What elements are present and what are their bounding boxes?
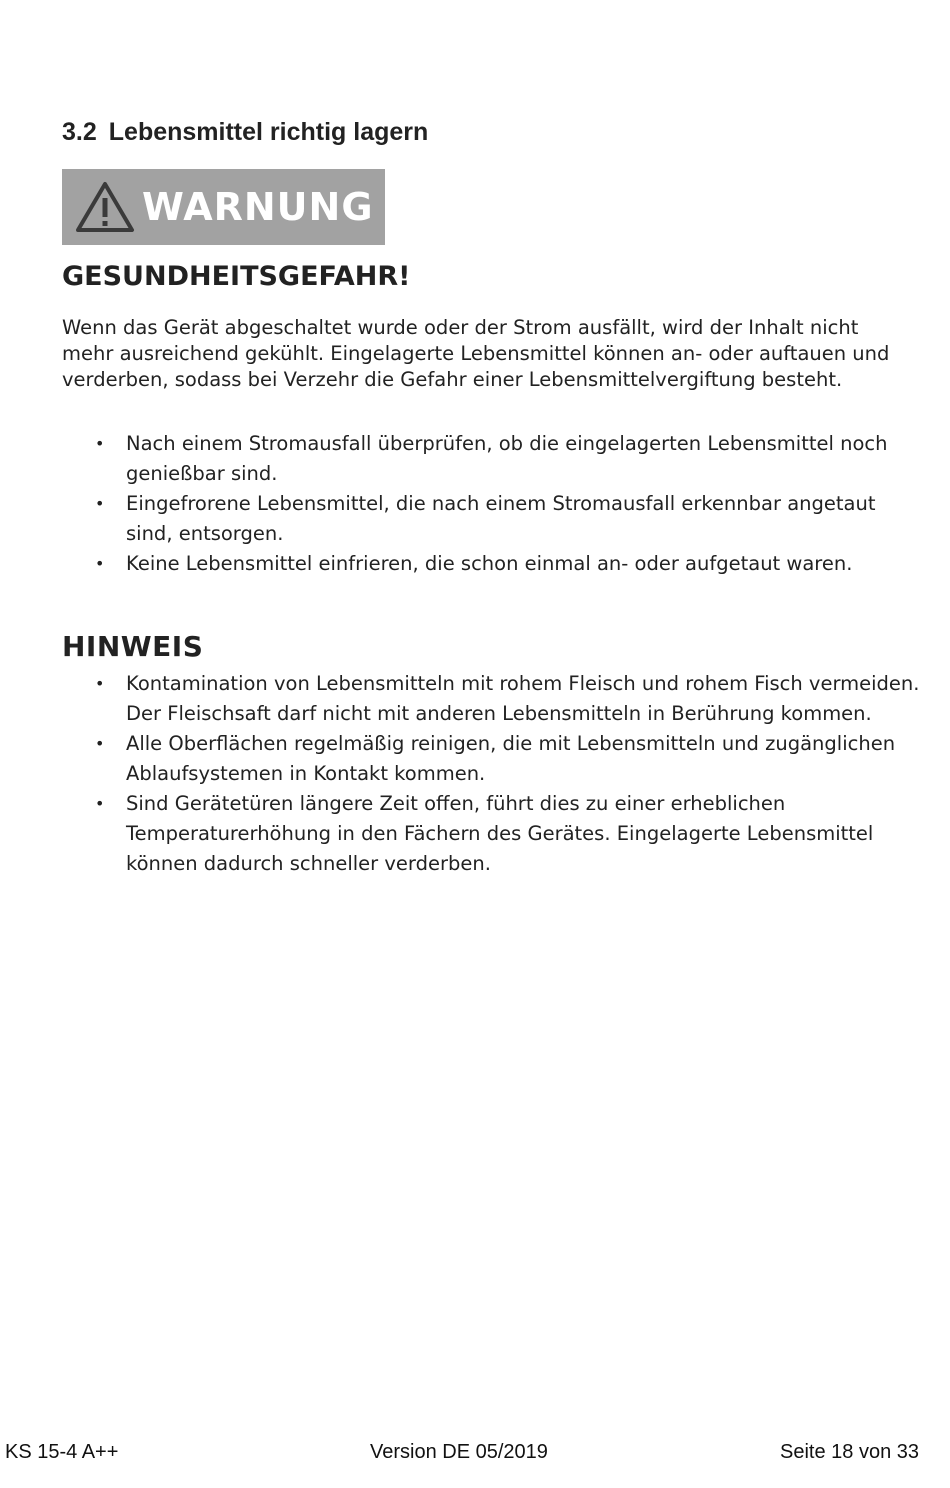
list-item: • Sind Gerätetüren längere Zeit offen, führt dies zu einer erheblichen Temperaturerhöhung in den Fächern des Gerätes. Eingelagerte Lebensmittel können dadurch schneller verderben.	[62, 789, 922, 879]
hazard-title: GESUNDHEITSGEFAHR!	[62, 261, 411, 292]
bullet-icon: •	[95, 794, 105, 813]
bullet-icon: •	[95, 674, 105, 693]
bullet-icon: •	[95, 494, 105, 513]
hazard-list	[62, 429, 922, 579]
section-heading	[62, 118, 428, 147]
footer-version: Version DE 05/2019	[370, 1441, 548, 1463]
list-item: • Alle Oberflächen regelmäßig reinigen, die mit Lebensmitteln und zugänglichen Ablaufsystemen in Kontakt kommen.	[62, 729, 922, 789]
list-item: • Keine Lebensmittel einfrieren, die schon einmal an- oder aufgetaut waren.	[62, 549, 922, 579]
warning-label: WARNUNG	[142, 185, 374, 229]
bullet-icon: •	[95, 434, 105, 453]
warning-banner	[62, 169, 385, 245]
bullet-icon: •	[95, 554, 105, 573]
note-title: HINWEIS	[62, 630, 204, 663]
section-number: 3.2	[62, 118, 97, 146]
note-list	[62, 669, 922, 879]
footer-model: KS 15-4 A++	[5, 1441, 119, 1463]
list-item: • Nach einem Stromausfall überprüfen, ob die eingelagerten Lebensmittel noch genießbar sind.	[62, 429, 922, 489]
footer-page-number: Seite 18 von 33	[780, 1441, 919, 1463]
list-item: • Eingefrorene Lebensmittel, die nach einem Stromausfall erkennbar angetaut sind, entsorgen.	[62, 489, 922, 549]
section-title: Lebensmittel richtig lagern	[108, 118, 429, 146]
warning-triangle-icon	[75, 181, 135, 233]
hazard-intro: Wenn das Gerät abgeschaltet wurde oder der Strom ausfällt, wird der Inhalt nicht mehr ausreichend gekühlt. Eingelagerte Lebensmittel können an- oder auftauen und verderben, sodass bei Verzehr die Gefahr einer Lebensmittelvergiftung besteht.	[62, 316, 890, 391]
list-item: • Kontamination von Lebensmitteln mit rohem Fleisch und rohem Fisch vermeiden. Der Fleischsaft darf nicht mit anderen Lebensmitteln in Berührung kommen.	[62, 669, 922, 729]
bullet-icon: •	[95, 734, 105, 753]
